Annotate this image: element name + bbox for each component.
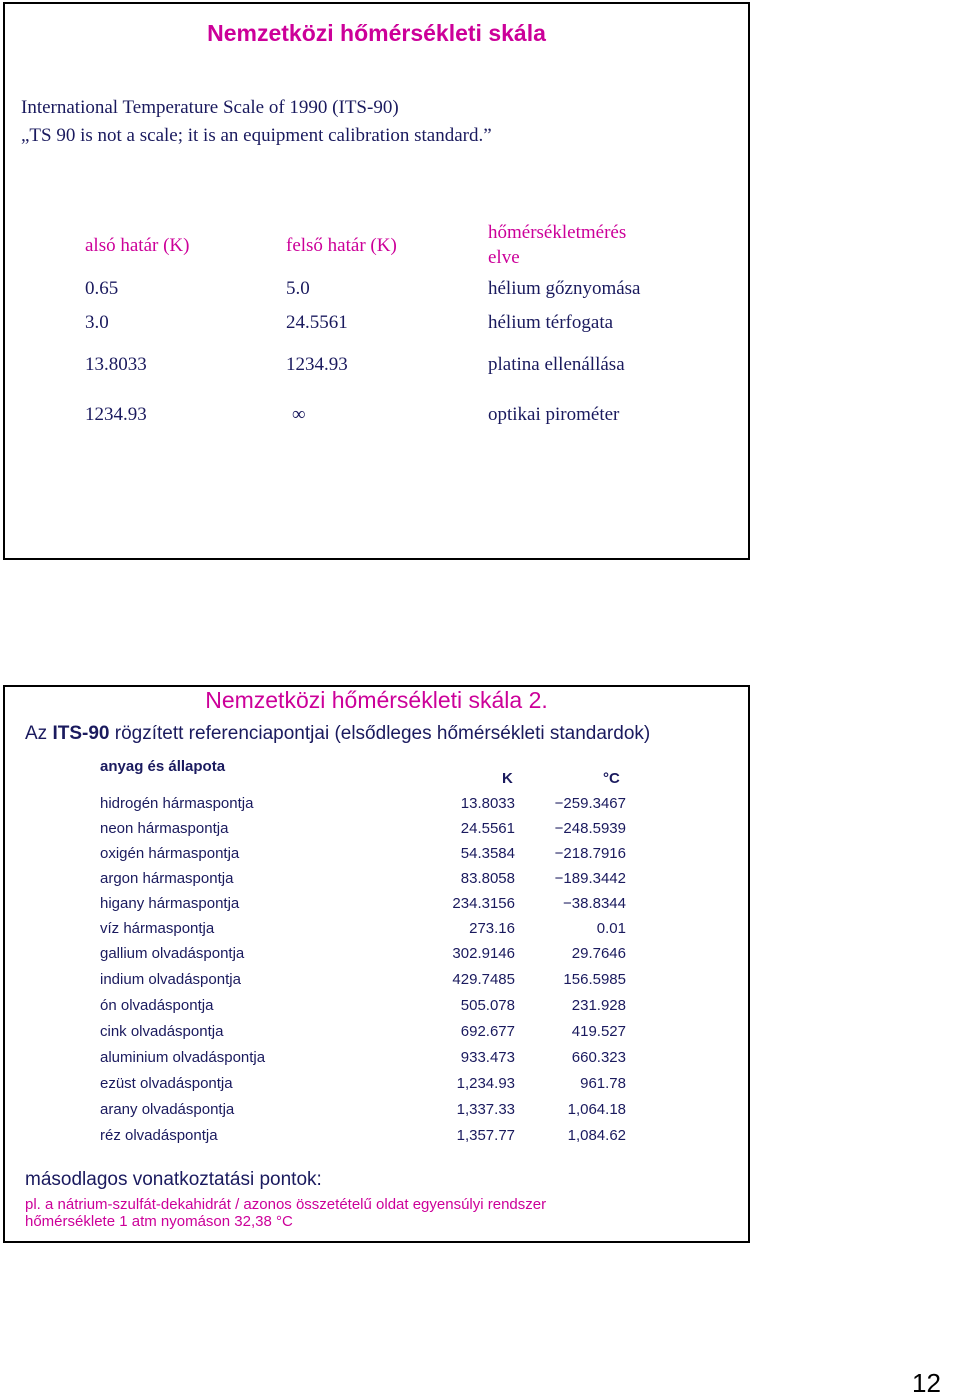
value-kelvin: 24.5561 xyxy=(460,820,515,837)
intro-line-2: „TS 90 is not a scale; it is an equipment calibration standard.” xyxy=(21,125,492,146)
value-celsius: −38.8344 xyxy=(563,895,626,912)
cell-principle: hélium térfogata xyxy=(488,312,614,333)
value-kelvin: 692.677 xyxy=(460,1023,515,1040)
cell-lower: 1234.93 xyxy=(85,404,147,425)
slide-title: Nemzetközi hőmérsékleti skála 2. xyxy=(205,687,548,713)
table-row xyxy=(5,971,748,993)
cell-lower: 3.0 xyxy=(85,312,109,333)
table-row xyxy=(5,1075,748,1097)
table-row xyxy=(5,1049,748,1071)
slide-its90-reference-points xyxy=(3,685,750,1243)
infinity-symbol: ∞ xyxy=(292,404,306,425)
header-upper-limit: felső határ (K) xyxy=(286,235,397,256)
table-row xyxy=(5,1023,748,1045)
secondary-example-line-2: hőmérséklete 1 atm nyomáson 32,38 °C xyxy=(25,1213,293,1230)
value-kelvin: 933.473 xyxy=(460,1049,515,1066)
subtitle-suffix: rögzített referenciapontjai (elsődleges hőmérsékleti standardok) xyxy=(109,723,651,744)
material-name: arany olvadáspontja xyxy=(100,1101,235,1118)
intro-line-1: International Temperature Scale of 1990 (ITS-90) xyxy=(21,97,399,118)
value-celsius: 0.01 xyxy=(596,920,626,937)
material-name: higany hármaspontja xyxy=(100,895,240,912)
header-principle-line1: hőmérsékletmérés xyxy=(488,222,627,243)
value-kelvin: 429.7485 xyxy=(452,971,515,988)
slide-subtitle xyxy=(25,723,650,745)
subtitle-its90: ITS-90 xyxy=(52,723,110,744)
header-celsius: °C xyxy=(603,770,620,787)
value-celsius: 29.7646 xyxy=(571,945,626,962)
table-row xyxy=(5,1101,748,1123)
material-name: ón olvadáspontja xyxy=(100,997,214,1014)
value-kelvin: 505.078 xyxy=(460,997,515,1014)
table-row xyxy=(5,795,748,817)
table-row xyxy=(5,845,748,867)
value-celsius: 156.5985 xyxy=(563,971,626,988)
header-material: anyag és állapota xyxy=(100,758,226,775)
material-name: aluminium olvadáspontja xyxy=(100,1049,266,1066)
material-name: hidrogén hármaspontja xyxy=(100,795,254,812)
material-name: cink olvadáspontja xyxy=(100,1023,224,1040)
value-kelvin: 83.8058 xyxy=(460,870,515,887)
cell-principle: hélium gőznyomása xyxy=(488,278,641,299)
table-row xyxy=(5,820,748,842)
table-row xyxy=(5,870,748,892)
material-name: réz olvadáspontja xyxy=(100,1127,218,1144)
value-celsius: 231.928 xyxy=(571,997,626,1014)
material-name: gallium olvadáspontja xyxy=(100,945,245,962)
header-kelvin: K xyxy=(502,770,513,787)
material-name: indium olvadáspontja xyxy=(100,971,241,988)
table-row xyxy=(5,1127,748,1149)
value-celsius: 1,064.18 xyxy=(567,1101,626,1118)
value-kelvin: 1,337.33 xyxy=(456,1101,515,1118)
slide-title: Nemzetközi hőmérsékleti skála xyxy=(207,20,546,46)
cell-upper: 24.5561 xyxy=(286,312,348,333)
table-row xyxy=(5,895,748,917)
value-celsius: 961.78 xyxy=(580,1075,626,1092)
cell-lower: 0.65 xyxy=(85,278,119,299)
value-celsius: 419.527 xyxy=(571,1023,626,1040)
page-number: 12 xyxy=(912,1368,941,1398)
header-principle-line2: elve xyxy=(488,247,520,268)
slide-its90-overview xyxy=(3,2,750,560)
header-principle xyxy=(488,220,626,270)
value-kelvin: 1,357.77 xyxy=(456,1127,515,1144)
subtitle-prefix: Az xyxy=(25,723,53,744)
material-name: oxigén hármaspontja xyxy=(100,845,240,862)
table-row xyxy=(5,920,748,942)
value-celsius: 1,084.62 xyxy=(567,1127,626,1144)
value-celsius: 660.323 xyxy=(571,1049,626,1066)
value-kelvin: 1,234.93 xyxy=(456,1075,515,1092)
cell-upper: 1234.93 xyxy=(286,354,348,375)
header-lower-limit: alsó határ (K) xyxy=(85,235,190,256)
table-row xyxy=(5,945,748,967)
value-kelvin: 13.8033 xyxy=(460,795,515,812)
value-celsius: −218.7916 xyxy=(554,845,626,862)
value-kelvin: 54.3584 xyxy=(460,845,515,862)
value-kelvin: 302.9146 xyxy=(452,945,515,962)
value-celsius: −189.3442 xyxy=(554,870,626,887)
cell-upper: 5.0 xyxy=(286,278,310,299)
cell-lower: 13.8033 xyxy=(85,354,147,375)
table-row xyxy=(5,997,748,1019)
cell-principle: optikai pirométer xyxy=(488,404,620,425)
value-celsius: −259.3467 xyxy=(554,795,626,812)
material-name: neon hármaspontja xyxy=(100,820,229,837)
material-name: víz hármaspontja xyxy=(100,920,215,937)
value-kelvin: 273.16 xyxy=(469,920,515,937)
value-celsius: −248.5939 xyxy=(554,820,626,837)
value-kelvin: 234.3156 xyxy=(452,895,515,912)
material-name: ezüst olvadáspontja xyxy=(100,1075,233,1092)
cell-principle: platina ellenállása xyxy=(488,354,625,375)
material-name: argon hármaspontja xyxy=(100,870,234,887)
secondary-example-line-1: pl. a nátrium-szulfát-dekahidrát / azonos összetételű oldat egyensúlyi rendszer xyxy=(25,1196,547,1213)
secondary-points-heading: másodlagos vonatkoztatási pontok: xyxy=(25,1169,322,1190)
